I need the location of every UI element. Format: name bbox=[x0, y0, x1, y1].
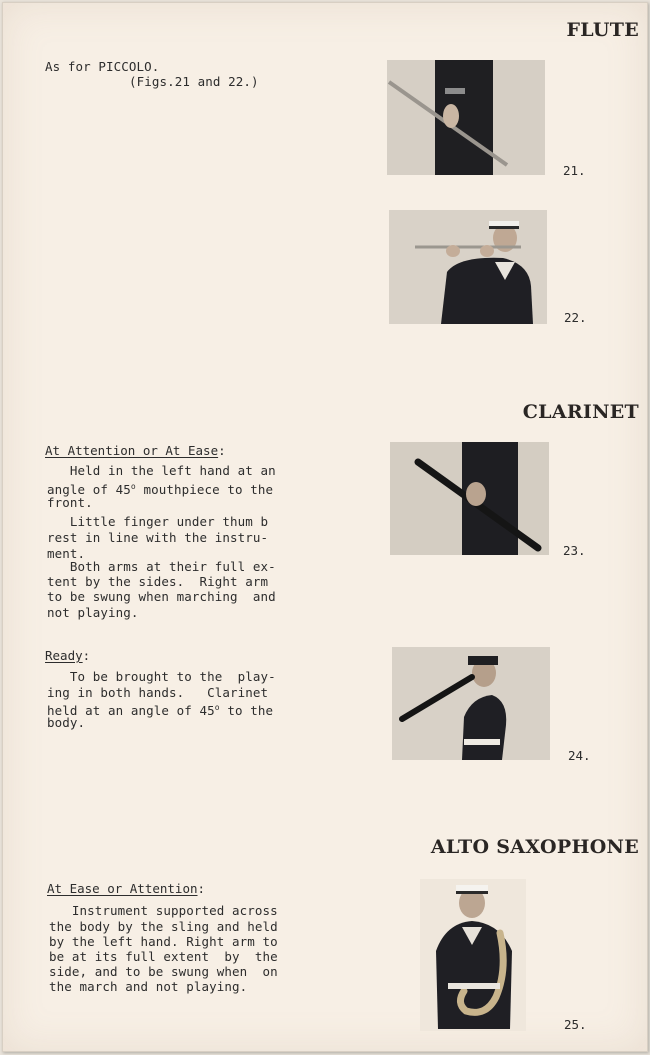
figure-22-label: 22. bbox=[564, 310, 587, 325]
document-page bbox=[2, 2, 648, 1052]
clarinet-attention-line-5: rest in line with the instru- bbox=[47, 530, 269, 545]
clarinet-ready-line-2: ing in both hands. Clarinet bbox=[47, 685, 269, 700]
flute-text-line-1: As for PICCOLO. bbox=[45, 59, 160, 74]
alto-sax-ease-colon: : bbox=[197, 881, 206, 896]
alto-sax-line-1: Instrument supported across bbox=[49, 903, 278, 918]
clarinet-attention-line-9: to be swung when marching and bbox=[47, 589, 276, 604]
figure-25-photo bbox=[420, 879, 526, 1031]
alto-saxophone-heading: ALTO SAXOPHONE bbox=[430, 836, 639, 858]
degree-mark: o bbox=[214, 703, 220, 712]
alto-sax-line-4: be at its full extent by the bbox=[49, 949, 278, 964]
clarinet-attention-line-10: not playing. bbox=[47, 605, 139, 620]
alto-sax-line-6: the march and not playing. bbox=[49, 979, 248, 994]
clarinet-heading: CLARINET bbox=[522, 401, 639, 423]
clarinet-attention-line-6: ment. bbox=[47, 546, 86, 561]
figure-21-photo bbox=[387, 60, 545, 175]
figure-21-label: 21. bbox=[563, 163, 586, 178]
degree-mark: o bbox=[130, 482, 136, 491]
clarinet-ready-angle-text: held at an angle of 45 bbox=[47, 703, 215, 719]
clarinet-ready-line-4: body. bbox=[47, 715, 86, 730]
alto-sax-line-2: the body by the sling and held bbox=[49, 919, 278, 934]
clarinet-attention-title: At Attention or At Ease bbox=[45, 443, 219, 458]
clarinet-ready-title: Ready bbox=[45, 648, 83, 663]
flute-text-line-2: (Figs.21 and 22.) bbox=[129, 74, 259, 89]
alto-sax-line-5: side, and to be swung when on bbox=[49, 964, 278, 979]
clarinet-attention-line-8: tent by the sides. Right arm bbox=[47, 574, 269, 589]
clarinet-angle-tail: mouthpiece to the bbox=[135, 482, 274, 498]
alto-sax-ease-title: At Ease or Attention bbox=[47, 881, 198, 896]
clarinet-attention-subheading bbox=[45, 443, 226, 458]
alto-sax-ease-subheading bbox=[47, 881, 205, 896]
figure-24-photo bbox=[392, 647, 550, 760]
clarinet-ready-colon: : bbox=[82, 648, 91, 663]
clarinet-attention-line-3: front. bbox=[47, 495, 93, 510]
figure-22-photo bbox=[389, 210, 547, 324]
clarinet-angle-text: angle of 45 bbox=[47, 482, 131, 498]
figure-25-label: 25. bbox=[564, 1017, 587, 1032]
clarinet-attention-line-1: Held in the left hand at an bbox=[47, 463, 276, 478]
clarinet-attention-colon: : bbox=[218, 443, 226, 458]
figure-23-label: 23. bbox=[563, 543, 586, 558]
clarinet-attention-line-7: Both arms at their full ex- bbox=[47, 559, 276, 574]
clarinet-attention-line-4: Little finger under thum b bbox=[47, 514, 269, 529]
alto-sax-line-3: by the left hand. Right arm to bbox=[49, 934, 278, 949]
clarinet-ready-subheading bbox=[45, 648, 90, 663]
figure-24-label: 24. bbox=[568, 748, 591, 763]
clarinet-ready-line-1: To be brought to the play- bbox=[47, 669, 276, 684]
flute-heading: FLUTE bbox=[566, 19, 639, 41]
figure-23-photo bbox=[390, 442, 549, 555]
clarinet-ready-angle-tail: to the bbox=[219, 703, 274, 719]
